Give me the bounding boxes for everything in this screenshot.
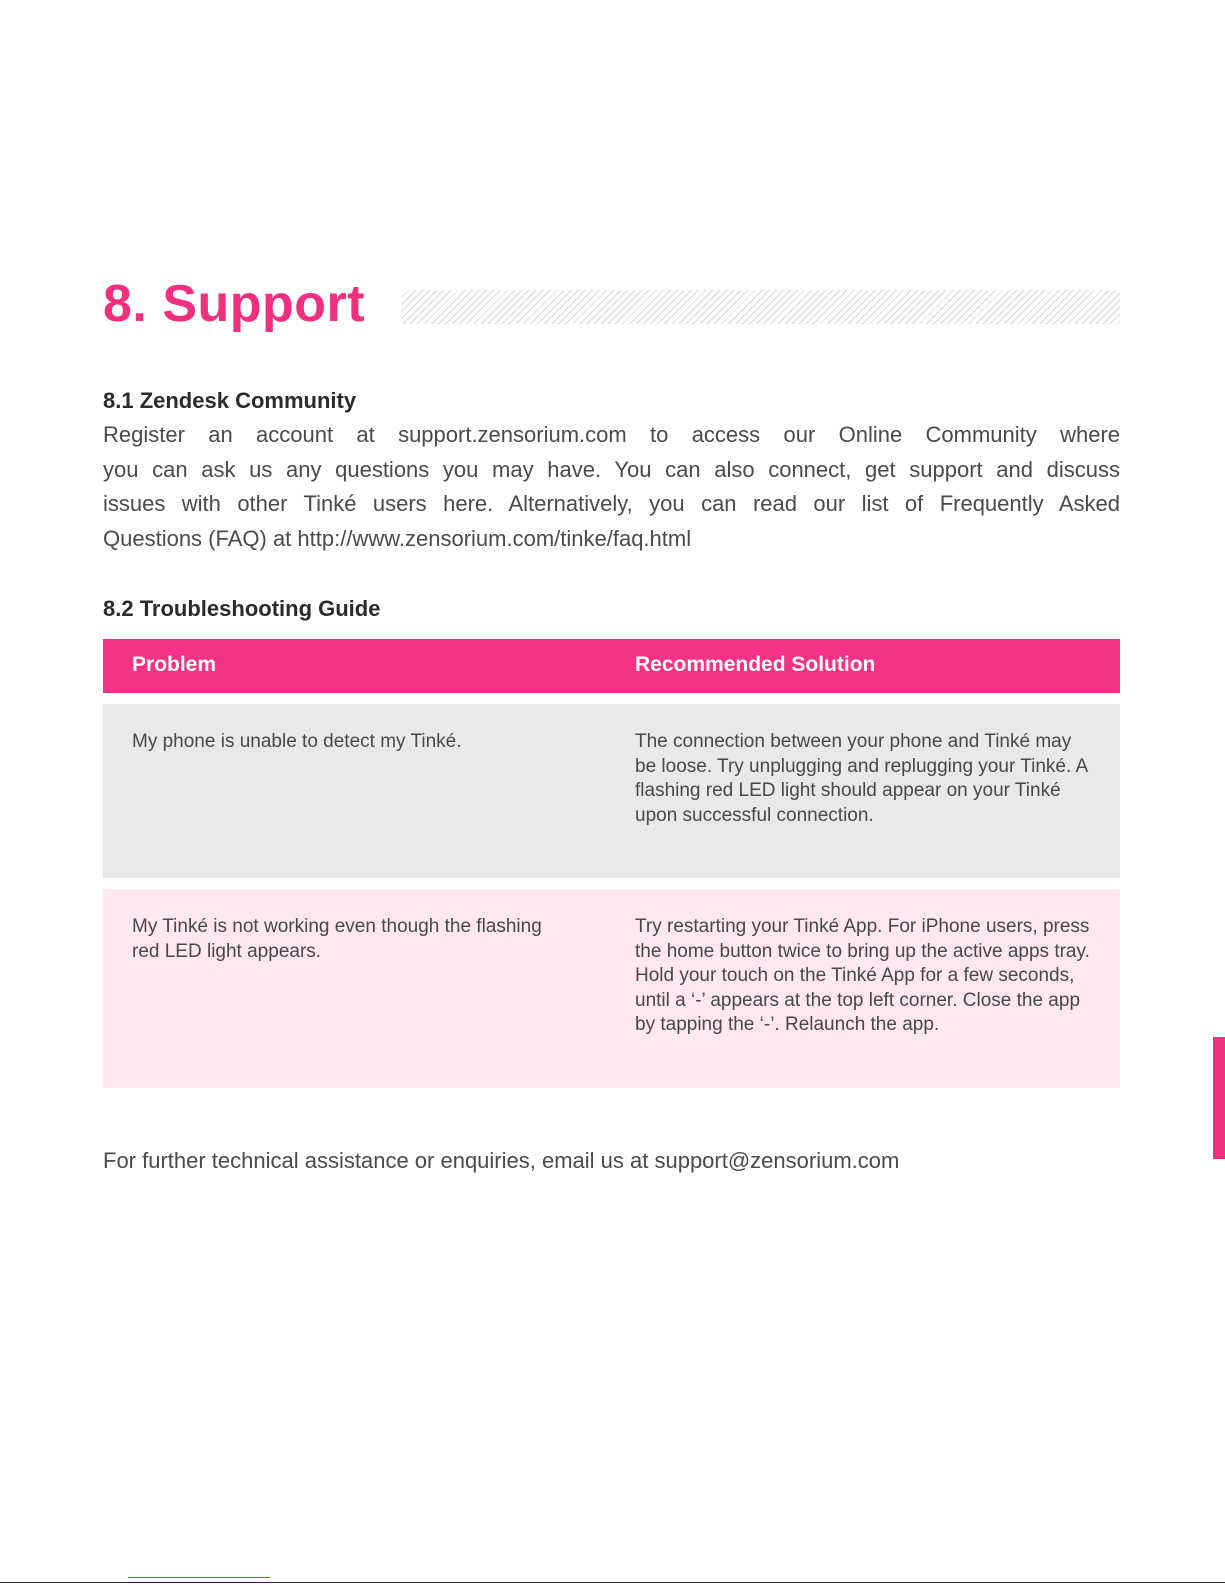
bottom-accent-line [128, 1577, 270, 1578]
column-header-solution: Recommended Solution [635, 653, 876, 676]
table-row [103, 704, 1120, 878]
solution-cell: Try restarting your Tinké App. For iPhone users, press the home button twice to bring up the active apps tray. Hold your touch on the Tinké App for a few seconds, until a ‘-’ appears at the top left corner. Close the app by tapping the ‘-’. Relaunch the app. [635, 916, 1090, 1035]
paragraph-line: you can ask us any questions you may have. You can also connect, get support and discuss [103, 456, 1120, 482]
chapter-side-tab [1213, 1037, 1225, 1159]
section-title-troubleshooting: 8.2 Troubleshooting Guide [103, 596, 381, 621]
hatched-divider [401, 290, 1120, 324]
solution-cell: The connection between your phone and Tinké may be loose. Try unplugging and replugging your Tinké. A flashing red LED light should appear on your Tinké upon successful connection. [635, 731, 1088, 826]
paragraph-line: Questions (FAQ) at http://www.zensorium.com/tinke/faq.html [103, 525, 692, 551]
section-title-zendesk: 8.1 Zendesk Community [103, 388, 357, 413]
paragraph-line: Register an account at support.zensorium.com to access our Online Community where [103, 422, 1120, 447]
chapter-heading [103, 270, 1120, 338]
troubleshooting-table [103, 639, 1120, 1088]
bottom-rule [0, 1582, 1225, 1583]
problem-cell: My phone is unable to detect my Tinké. [132, 731, 462, 752]
page-title: 8. Support [103, 275, 366, 333]
column-header-problem: Problem [132, 653, 217, 676]
zendesk-paragraph [103, 418, 1120, 556]
problem-cell: My Tinké is not working even though the flashing red LED light appears. [132, 916, 542, 962]
paragraph-line: issues with other Tinké users here. Alternatively, you can read our list of Frequently Asked [103, 491, 1120, 516]
support-email-note: For further technical assistance or enquiries, email us at support@zensorium.com [103, 1148, 900, 1173]
table-header [103, 639, 1120, 693]
table-row [103, 889, 1120, 1088]
